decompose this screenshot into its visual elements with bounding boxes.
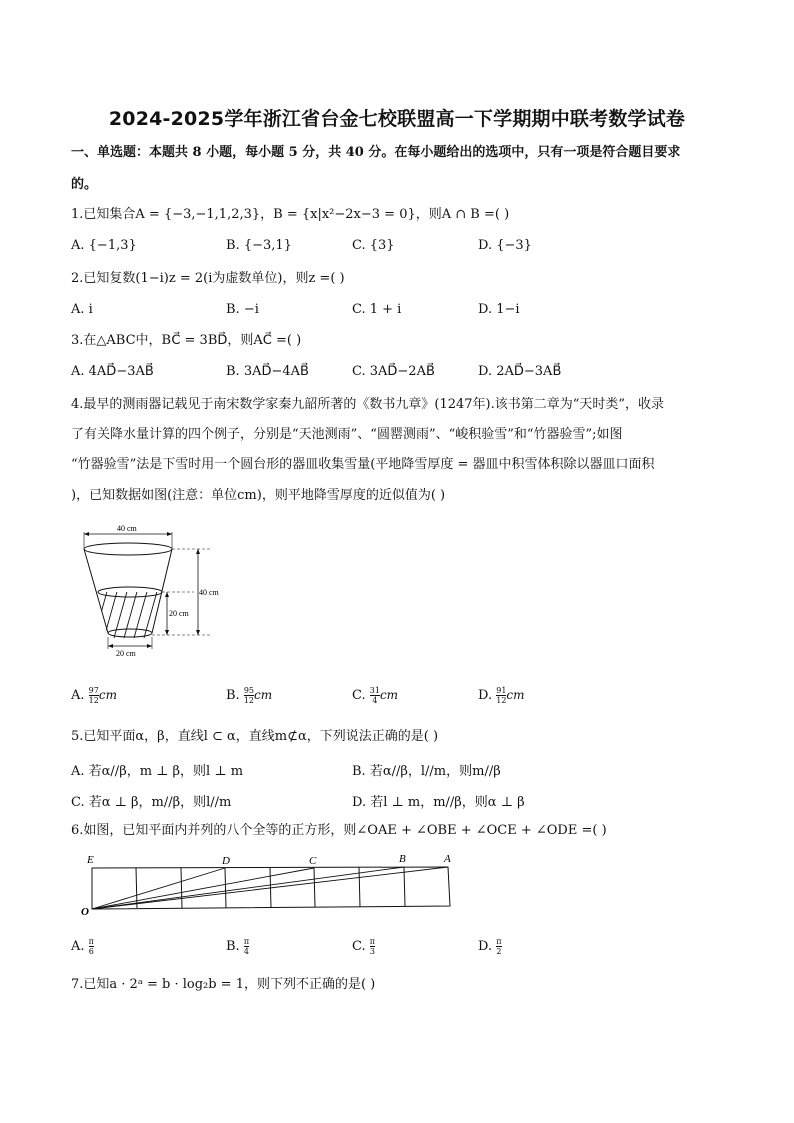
- q5-option-d: D. 若l ⊥ m，m//β，则α ⊥ β: [352, 795, 525, 810]
- point-o-label: O: [81, 906, 89, 918]
- question-4-line-2: 了有关降水量计算的四个例子，分别是“天池测雨”、“圆罂测雨”、“峻积验雪”和“竹器验雪”;如图: [71, 427, 623, 442]
- point-d-label: D: [222, 855, 230, 867]
- q6-option-c: C. $\frac{\pi}{3}$: [352, 937, 376, 956]
- q3-option-b: B. 3AD⃗−4AB⃗: [226, 364, 309, 379]
- point-b-label: B: [399, 853, 406, 865]
- point-c-label: C: [309, 855, 317, 867]
- q1-option-c: C. {3}: [352, 238, 395, 253]
- point-a-label: A: [444, 853, 451, 865]
- question-3-stem: 3.在△ABC中，BC⃗ = 3BD⃗，则AC⃗ =( ): [71, 333, 302, 348]
- q2-option-b: B. −i: [226, 302, 259, 317]
- top-diameter-label: 40 cm: [117, 524, 137, 533]
- height-label: 40 cm: [199, 588, 219, 597]
- q2-option-c: C. 1 + i: [352, 302, 402, 317]
- q3-option-a: A. 4AD⃗−3AB⃗: [71, 364, 154, 379]
- q5-option-a: A. 若α//β，m ⊥ β，则l ⊥ m: [71, 764, 244, 779]
- question-4-line-3: “竹器验雪”法是下雪时用一个圆台形的器皿收集雪量(平地降雪厚度 = 器皿中积雪体积除以器皿口面积: [71, 457, 655, 472]
- section-heading: 一、单选题：本题共 8 小题，每小题 5 分，共 40 分。在每小题给出的选项中，只有一项是符合题目要求: [71, 145, 681, 160]
- squares-figure: [74, 848, 464, 920]
- q6-option-a: A. $\frac{\pi}{6}$: [71, 937, 94, 956]
- page-title: 2024-2025学年浙江省台金七校联盟高一下学期期中联考数学试卷: [108, 108, 686, 130]
- q4-option-d: D. $\frac{91}{12}$ cm: [478, 686, 525, 705]
- q4-option-b: B. $\frac{95}{12}$ cm: [226, 686, 273, 705]
- q5-option-c: C. 若α ⊥ β，m//β，则l//m: [71, 795, 232, 810]
- question-7-stem: 7.已知a · 2ᵃ = b · log₂b = 1，则下列不正确的是( ): [71, 977, 376, 992]
- question-4-line-1: 4.最早的测雨器记载见于南宋数学家秦九韶所著的《数书九章》(1247年).该书第二章为“天时类”，收录: [71, 397, 665, 412]
- frustum-figure: [74, 518, 244, 668]
- q3-option-c: C. 3AD⃗−2AB⃗: [352, 364, 435, 379]
- q1-option-a: A. {−1,3}: [71, 238, 137, 253]
- question-1-stem: 1.已知集合A = {−3,−1,1,2,3}，B = {x|x²−2x−3 = 0}，则A ∩ B =( ): [71, 207, 510, 222]
- question-2-stem: 2.已知复数(1−i)z = 2(i为虚数单位)，则z =( ): [71, 271, 345, 286]
- q6-option-d: D. $\frac{\pi}{2}$: [478, 937, 502, 956]
- point-e-label: E: [87, 854, 94, 866]
- q4-option-a: A. $\frac{97}{12}$ cm: [71, 686, 117, 705]
- q3-option-d: D. 2AD⃗−3AB⃗: [478, 364, 562, 379]
- q4-option-c: C. $\frac{31}{4}$ cm: [352, 686, 399, 705]
- q1-option-d: D. {−3}: [478, 238, 532, 253]
- q1-option-b: B. {−3,1}: [226, 238, 292, 253]
- question-6-stem: 6.如图，已知平面内并列的八个全等的正方形，则∠OAE + ∠OBE + ∠OCE + ∠ODE =( ): [71, 823, 607, 838]
- question-5-stem: 5.已知平面α，β，直线l ⊂ α，直线m⊄α，下列说法正确的是( ): [71, 729, 439, 744]
- q2-option-d: D. 1−i: [478, 302, 520, 317]
- q2-option-a: A. i: [71, 302, 93, 317]
- bottom-diameter-label: 20 cm: [116, 649, 136, 658]
- question-4-line-4: )，已知数据如图(注意：单位cm)，则平地降雪厚度的近似值为( ): [71, 488, 446, 503]
- section-heading-cont: 的。: [71, 177, 98, 192]
- snow-height-label: 20 cm: [169, 609, 189, 618]
- q5-option-b: B. 若α//β，l//m，则m//β: [352, 764, 501, 779]
- q6-option-b: B. $\frac{\pi}{4}$: [226, 937, 250, 956]
